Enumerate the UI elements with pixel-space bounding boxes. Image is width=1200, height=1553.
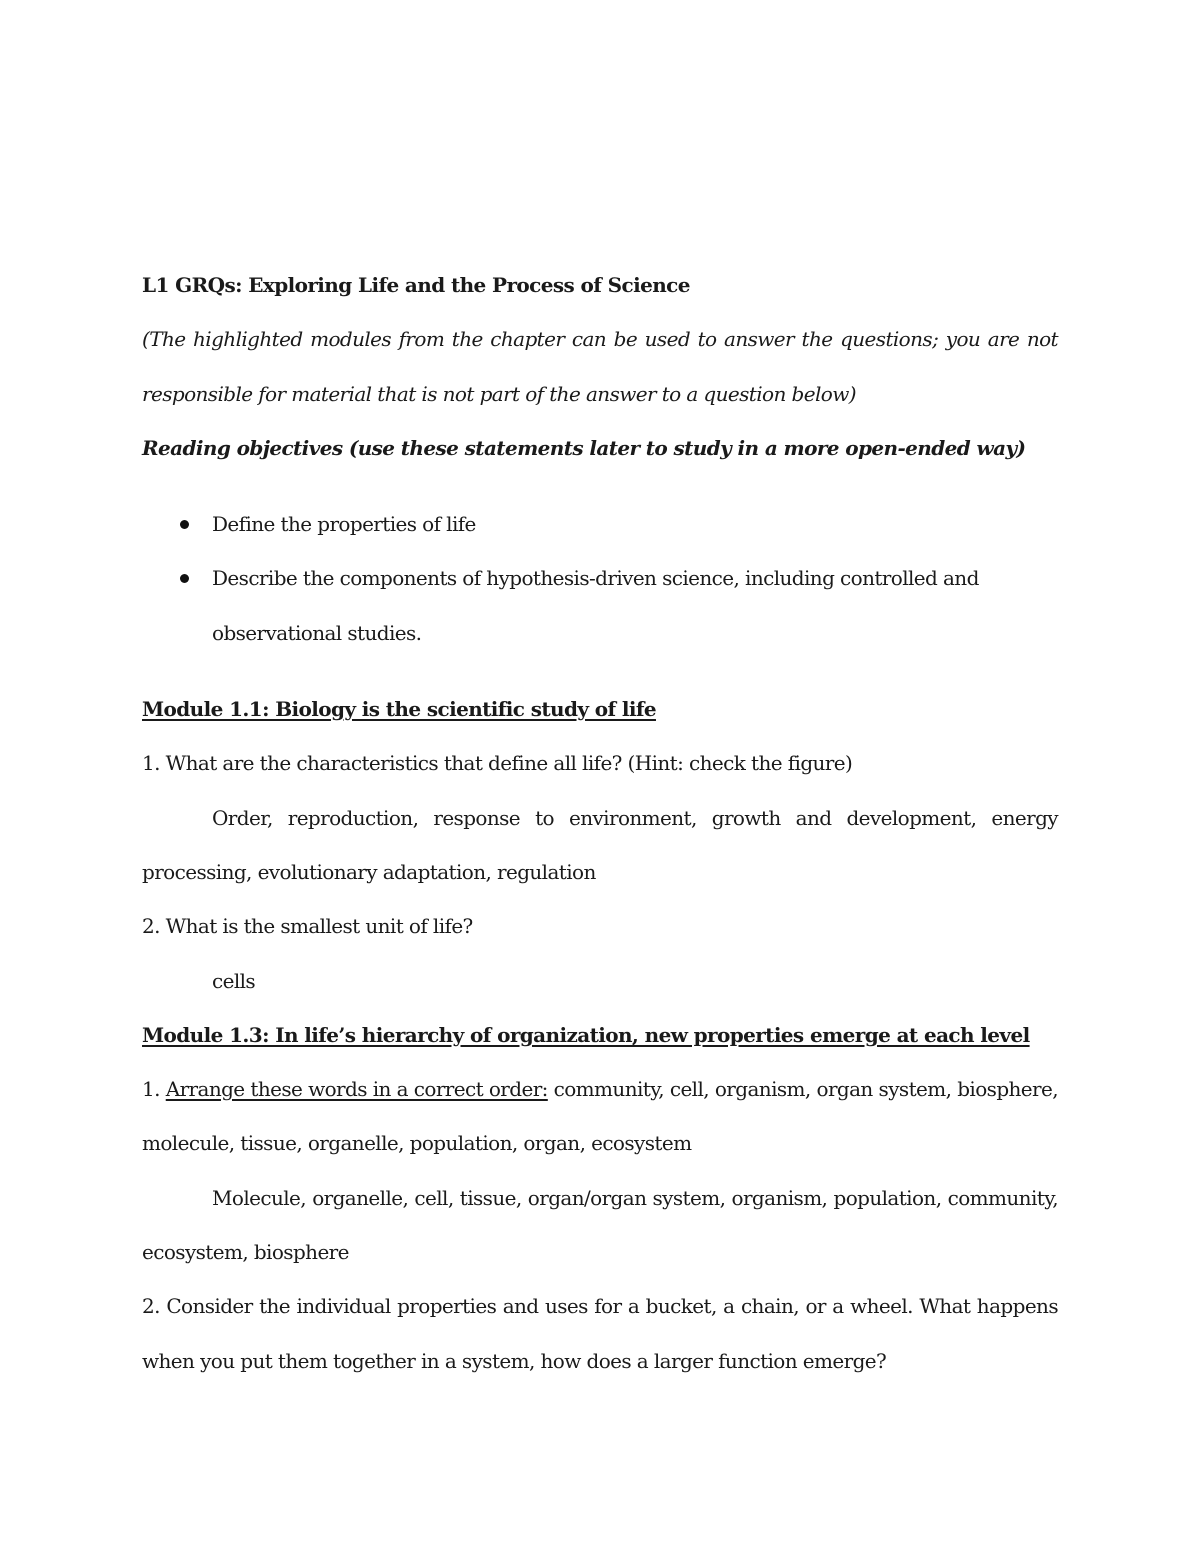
question-number: 1. bbox=[142, 1077, 160, 1102]
module-1-3-answer-1-line-2: ecosystem, biosphere bbox=[142, 1240, 349, 1265]
module-1-1-answer-2: cells bbox=[212, 968, 256, 993]
module-1-3-heading: Module 1.3: In life’s hierarchy of organization, new properties emerge at each level bbox=[142, 1022, 1030, 1047]
objective-text: Describe the components of hypothesis-driven science, including controlled and bbox=[212, 566, 979, 591]
bullet-icon bbox=[180, 520, 189, 529]
document-content bbox=[142, 266, 1058, 1396]
bullet-icon bbox=[180, 574, 189, 583]
module-1-3-question-1-line-2: molecule, tissue, organelle, population, organ, ecosystem bbox=[142, 1131, 692, 1156]
module-1-1-question-2: 2. What is the smallest unit of life? bbox=[142, 914, 473, 939]
objectives-heading: Reading objectives (use these statements later to study in a more open-ended way) bbox=[142, 435, 1026, 460]
module-1-3-question-2-line-2: when you put them together in a system, how does a larger function emerge? bbox=[142, 1348, 887, 1373]
module-1-1-answer-1-line-2: processing, evolutionary adaptation, regulation bbox=[142, 859, 596, 884]
objective-item bbox=[142, 505, 1058, 559]
module-1-1-heading: Module 1.1: Biology is the scientific study of life bbox=[142, 697, 656, 722]
module-1-3-question-1-line-1 bbox=[142, 1070, 1058, 1124]
module-1-1-answer-1-line-1: Order, reproduction, response to environment, growth and development, energy bbox=[212, 805, 1058, 830]
objective-item bbox=[142, 559, 1058, 613]
question-word-list: community, cell, organism, organ system, biosphere, bbox=[547, 1077, 1058, 1102]
objective-text: Define the properties of life bbox=[212, 512, 476, 537]
module-1-3-question-2-line-1: 2. Consider the individual properties and uses for a bucket, a chain, or a wheel. What happens bbox=[142, 1294, 1058, 1319]
module-1-1-question-1: 1. What are the characteristics that define all life? (Hint: check the figure) bbox=[142, 751, 853, 776]
objective-continuation: observational studies. bbox=[212, 620, 422, 645]
document-title: L1 GRQs: Exploring Life and the Process of Science bbox=[142, 273, 690, 297]
note-line-2: responsible for material that is not part of the answer to a question below) bbox=[142, 381, 856, 406]
question-instruction: Arrange these words in a correct order: bbox=[165, 1077, 548, 1102]
module-1-3-answer-1-line-1: Molecule, organelle, cell, tissue, organ/organ system, organism, population, community, bbox=[212, 1185, 1058, 1210]
note-line-1: (The highlighted modules from the chapter can be used to answer the questions; you are not bbox=[142, 327, 1058, 352]
